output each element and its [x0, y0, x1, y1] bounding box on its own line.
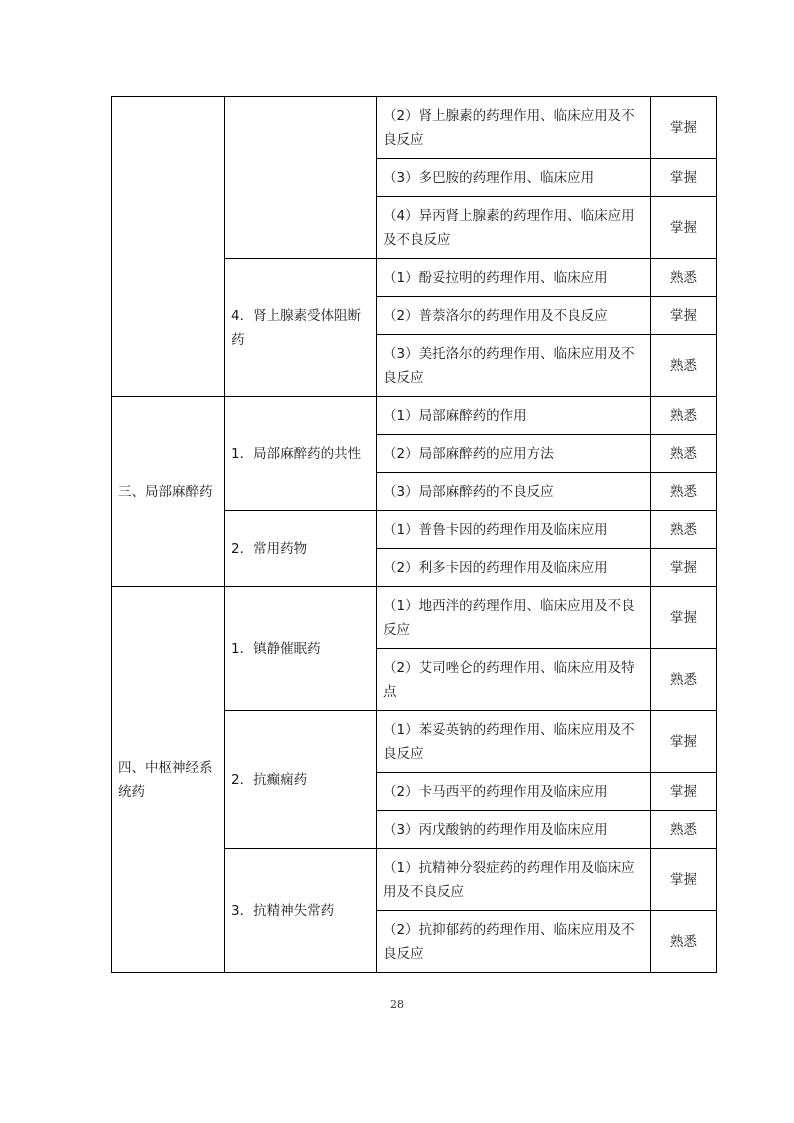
content-cell: （2）利多卡因的药理作用及临床应用	[377, 549, 651, 587]
level-cell: 熟悉	[651, 811, 717, 849]
content-cell: （3）多巴胺的药理作用、临床应用	[377, 159, 651, 197]
content-cell: （2）抗抑郁药的药理作用、临床应用及不良反应	[377, 911, 651, 973]
table-row	[112, 587, 717, 649]
level-cell: 掌握	[651, 773, 717, 811]
topic-cell: 3．抗精神失常药	[225, 849, 377, 973]
level-cell: 熟悉	[651, 649, 717, 711]
content-cell: （4）异丙肾上腺素的药理作用、临床应用及不良反应	[377, 197, 651, 259]
content-cell: （3）丙戊酸钠的药理作用及临床应用	[377, 811, 651, 849]
content-cell: （1）抗精神分裂症药的药理作用及临床应用及不良反应	[377, 849, 651, 911]
level-cell: 掌握	[651, 97, 717, 159]
level-cell: 熟悉	[651, 473, 717, 511]
level-cell: 掌握	[651, 159, 717, 197]
page-number: 28	[390, 998, 404, 1011]
topic-cell: 4．肾上腺素受体阻断药	[225, 259, 377, 397]
topic-cell-continued	[225, 97, 377, 259]
content-cell: （2）普萘洛尔的药理作用及不良反应	[377, 297, 651, 335]
level-cell: 掌握	[651, 549, 717, 587]
content-cell: （1）酚妥拉明的药理作用、临床应用	[377, 259, 651, 297]
level-cell: 掌握	[651, 297, 717, 335]
content-cell: （2）肾上腺素的药理作用、临床应用及不良反应	[377, 97, 651, 159]
level-cell: 掌握	[651, 197, 717, 259]
content-cell: （3）局部麻醉药的不良反应	[377, 473, 651, 511]
table-row	[112, 97, 717, 159]
level-cell: 熟悉	[651, 259, 717, 297]
level-cell: 掌握	[651, 711, 717, 773]
topic-cell: 2．常用药物	[225, 511, 377, 587]
unit-cell-continued	[112, 97, 225, 397]
level-cell: 熟悉	[651, 435, 717, 473]
level-cell: 熟悉	[651, 397, 717, 435]
content-cell: （2）局部麻醉药的应用方法	[377, 435, 651, 473]
content-cell: （1）普鲁卡因的药理作用及临床应用	[377, 511, 651, 549]
content-cell: （1）局部麻醉药的作用	[377, 397, 651, 435]
unit-cell: 三、局部麻醉药	[112, 397, 225, 587]
level-cell: 熟悉	[651, 511, 717, 549]
content-cell: （1）地西泮的药理作用、临床应用及不良反应	[377, 587, 651, 649]
level-cell: 熟悉	[651, 335, 717, 397]
topic-cell: 2．抗癫痫药	[225, 711, 377, 849]
topic-cell: 1．局部麻醉药的共性	[225, 397, 377, 511]
content-cell: （1）苯妥英钠的药理作用、临床应用及不良反应	[377, 711, 651, 773]
level-cell: 熟悉	[651, 911, 717, 973]
table-row	[112, 397, 717, 435]
topic-cell: 1．镇静催眠药	[225, 587, 377, 711]
level-cell: 掌握	[651, 587, 717, 649]
level-cell: 掌握	[651, 849, 717, 911]
syllabus-table	[111, 96, 717, 973]
content-cell: （2）艾司唑仑的药理作用、临床应用及特点	[377, 649, 651, 711]
content-cell: （2）卡马西平的药理作用及临床应用	[377, 773, 651, 811]
unit-cell: 四、中枢神经系统药	[112, 587, 225, 973]
content-cell: （3）美托洛尔的药理作用、临床应用及不良反应	[377, 335, 651, 397]
